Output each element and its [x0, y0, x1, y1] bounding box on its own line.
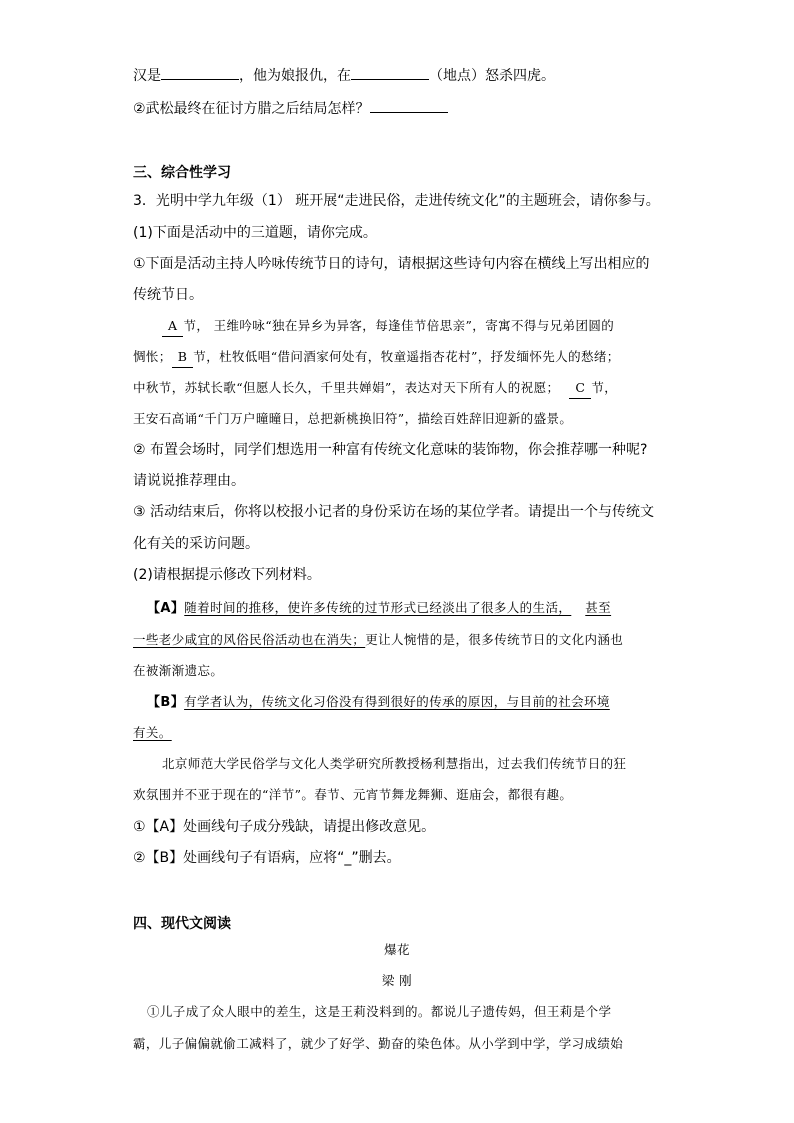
- question-b: ②【B】处画线句子有语病，应将“_”删去。: [133, 850, 401, 866]
- fill-line-2: ②武松最终在征讨方腊之后结局怎样？: [133, 98, 448, 119]
- item-1-line-2: 传统节日。: [133, 287, 203, 303]
- article-para-line-1: ①儿子成了众人眼中的差生，这是王莉没料到的。都说儿子遗传妈，但王莉是个学: [147, 1004, 612, 1019]
- section-3-heading: 三、综合性学习: [133, 165, 231, 181]
- answer-b[interactable]: B: [172, 347, 194, 368]
- item-3-line-1: ③ 活动结束后，你将以校报小记者的身份采访在场的某位学者。请提出一个与传统文: [133, 504, 654, 520]
- article-para-line-2: 霸，儿子偏偏就偷工减料了，就少了好学、勤奋的染色体。从小学到中学，学习成绩始: [133, 1036, 624, 1051]
- material-a-line-2: 一些老少咸宜的风俗民俗活动也在消失；更让人惋惜的是，很多传统节日的文化内涵也: [133, 632, 624, 647]
- material-3-line-1: 北京师范大学民俗学与文化人类学研究所教授杨利慧指出，过去我们传统节日的狂: [162, 756, 627, 771]
- poem-line-4: 王安石高诵“千门万户曈曈日，总把新桃换旧符”，描绘百姓辞旧迎新的盛景。: [133, 411, 573, 426]
- question-3: 3．光明中学九年级（1） 班开展“走进民俗，走进传统文化”的主题班会，请你参与。: [133, 193, 660, 209]
- item-1-line-1: ①下面是活动主持人吟咏传统节日的诗句，请根据这些诗句内容在横线上写出相应的: [133, 256, 650, 272]
- poem-line-3: 中秋节，苏轼长歌“但愿人长久，千里共婵娟”，表达对天下所有人的祝愿； C 节，: [133, 378, 617, 399]
- material-a-line-1: 【A】随着时间的推移，使许多传统的过节形式已经淡出了很多人的生活， 甚至: [147, 600, 612, 616]
- item-2-line-1: ② 布置会场时，同学们想选用一种富有传统文化意味的装饰物，你会推荐哪一种呢?: [133, 442, 648, 458]
- item-2-line-2: 请说说推荐理由。: [133, 473, 245, 489]
- fill-line-1: 汉是 ，他为娘报仇，在 （地点）怒杀四虎。: [133, 65, 555, 86]
- answer-a[interactable]: A: [162, 316, 183, 337]
- question-a: ①【A】处画线句子成分残缺，请提出修改意见。: [133, 819, 436, 835]
- material-b-line-2: 有关。: [133, 725, 172, 740]
- article-author: 梁 刚: [381, 973, 413, 988]
- article-title: 爆花: [384, 942, 410, 957]
- poem-line-1: A 节， 王维吟咏“独在异乡为异客，每逢佳节倍思亲”，寄寓不得与兄弟团圆的: [162, 316, 614, 337]
- answer-c[interactable]: C: [569, 378, 591, 399]
- blank-name[interactable]: [161, 65, 239, 80]
- sub-question-1: (1)下面是活动中的三道题，请你完成。: [133, 225, 377, 241]
- blank-ending[interactable]: [370, 98, 448, 113]
- material-b-line-1: 【B】有学者认为，传统文化习俗没有得到很好的传承的原因，与目前的社会环境: [147, 694, 610, 710]
- material-3-line-2: 欢氛围并不亚于现在的“洋节”。春节、元宵节舞龙舞狮、逛庙会，都很有趣。: [133, 787, 573, 802]
- material-a-line-3: 在被渐渐遗忘。: [133, 663, 224, 678]
- blank-location[interactable]: [351, 65, 429, 80]
- sub-question-2: (2)请根据提示修改下列材料。: [133, 567, 321, 583]
- poem-line-2: 惆怅； B 节，杜牧低唱“借问酒家何处有，牧童遥指杏花村”，抒发缅怀先人的愁绪；: [133, 347, 620, 368]
- section-4-heading: 四、现代文阅读: [133, 916, 231, 932]
- item-3-line-2: 化有关的采访问题。: [133, 536, 259, 552]
